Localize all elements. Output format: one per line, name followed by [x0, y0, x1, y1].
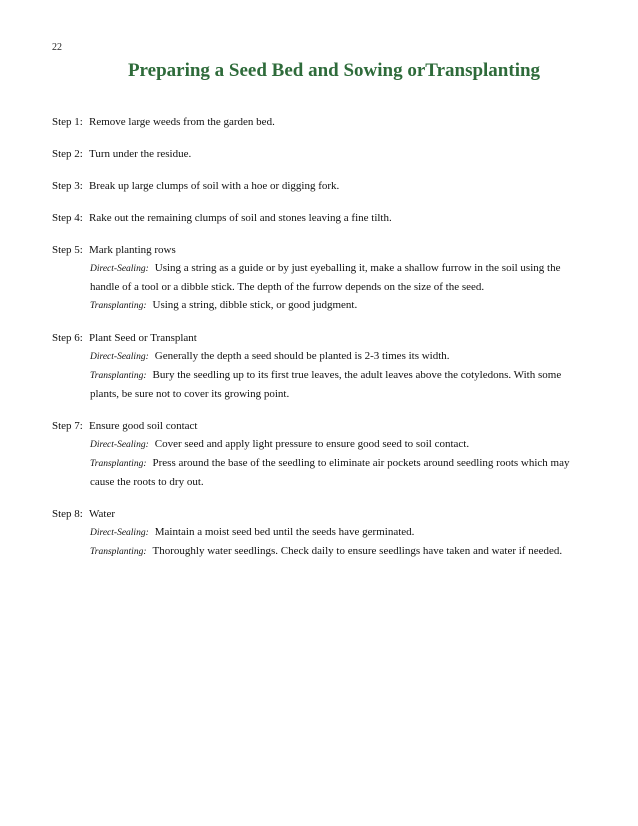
- sub-instruction-label: Transplanting:: [90, 301, 147, 311]
- step-heading: [52, 241, 592, 259]
- step-heading: [52, 177, 592, 195]
- sub-instruction-text: Maintain a moist seed bed until the seeds have germinated.: [154, 526, 415, 538]
- step-heading: [52, 417, 592, 435]
- step-number: Step 7:: [52, 420, 83, 432]
- sub-instruction-text: Using a string, dibble stick, or good judgment.: [152, 299, 358, 311]
- step-heading: [52, 209, 592, 227]
- step-item: [52, 177, 592, 195]
- sub-instruction-label: Direct-Sealing:: [90, 352, 149, 362]
- page-title: Preparing a Seed Bed and Sowing orTransplanting: [127, 60, 541, 81]
- sub-instruction-label: Transplanting:: [90, 547, 147, 557]
- sub-instruction-label: Direct-Sealing:: [90, 440, 149, 450]
- sub-instruction-text: Generally the depth a seed should be planted is 2-3 times its width.: [154, 350, 450, 362]
- step-text: Water: [89, 508, 115, 520]
- step-text: Plant Seed or Transplant: [89, 332, 197, 344]
- step-sub-instruction: [90, 296, 592, 315]
- steps-list: [52, 113, 592, 575]
- sub-instruction-text: Thoroughly water seedlings. Check daily to ensure seedlings have taken and water if needed.: [152, 545, 563, 557]
- step-sub-instruction: [90, 347, 592, 366]
- sub-instruction-text: Bury the seedling up to its first true leaves, the adult leaves above the cotyledons. With some plants, be sure not to cover its growing point.: [90, 369, 562, 400]
- step-number: Step 3:: [52, 180, 83, 192]
- step-item: [52, 241, 592, 315]
- step-heading: [52, 505, 592, 523]
- step-sub-instruction: [90, 259, 592, 296]
- step-heading: [52, 329, 592, 347]
- step-item: [52, 145, 592, 163]
- step-text: Ensure good soil contact: [89, 420, 198, 432]
- step-sub-instruction: [90, 435, 592, 454]
- sub-instruction-text: Cover seed and apply light pressure to ensure good seed to soil contact.: [154, 438, 470, 450]
- step-number: Step 5:: [52, 244, 83, 256]
- step-number: Step 6:: [52, 332, 83, 344]
- step-heading: [52, 145, 592, 163]
- step-sub-instruction: [90, 366, 592, 403]
- sub-instruction-text: Using a string as a guide or by just eyeballing it, make a shallow furrow in the soil using the handle of a tool or a dibble stick. The depth of the furrow depends on the size of the seed.: [90, 262, 561, 293]
- sub-instruction-text: Press around the base of the seedling to eliminate air pockets around seedling roots which may cause the roots to dry out.: [90, 457, 570, 488]
- sub-instruction-label: Transplanting:: [90, 371, 147, 381]
- step-item: [52, 505, 592, 561]
- step-text: Break up large clumps of soil with a hoe or digging fork.: [89, 180, 340, 192]
- page-number: 22: [52, 42, 62, 53]
- step-sub-instruction: [90, 523, 592, 542]
- step-sub-instruction: [90, 542, 592, 561]
- sub-instruction-label: Direct-Sealing:: [90, 264, 149, 274]
- step-heading: [52, 113, 592, 131]
- step-text: Rake out the remaining clumps of soil and stones leaving a fine tilth.: [89, 212, 392, 224]
- step-number: Step 4:: [52, 212, 83, 224]
- step-sub-instruction: [90, 454, 592, 491]
- sub-instruction-label: Direct-Sealing:: [90, 528, 149, 538]
- step-text: Turn under the residue.: [89, 148, 192, 160]
- step-number: Step 8:: [52, 508, 83, 520]
- step-number: Step 1:: [52, 116, 83, 128]
- step-item: [52, 329, 592, 403]
- sub-instruction-label: Transplanting:: [90, 459, 147, 469]
- step-item: [52, 209, 592, 227]
- step-item: [52, 113, 592, 131]
- step-text: Mark planting rows: [89, 244, 176, 256]
- step-item: [52, 417, 592, 491]
- step-number: Step 2:: [52, 148, 83, 160]
- step-text: Remove large weeds from the garden bed.: [89, 116, 275, 128]
